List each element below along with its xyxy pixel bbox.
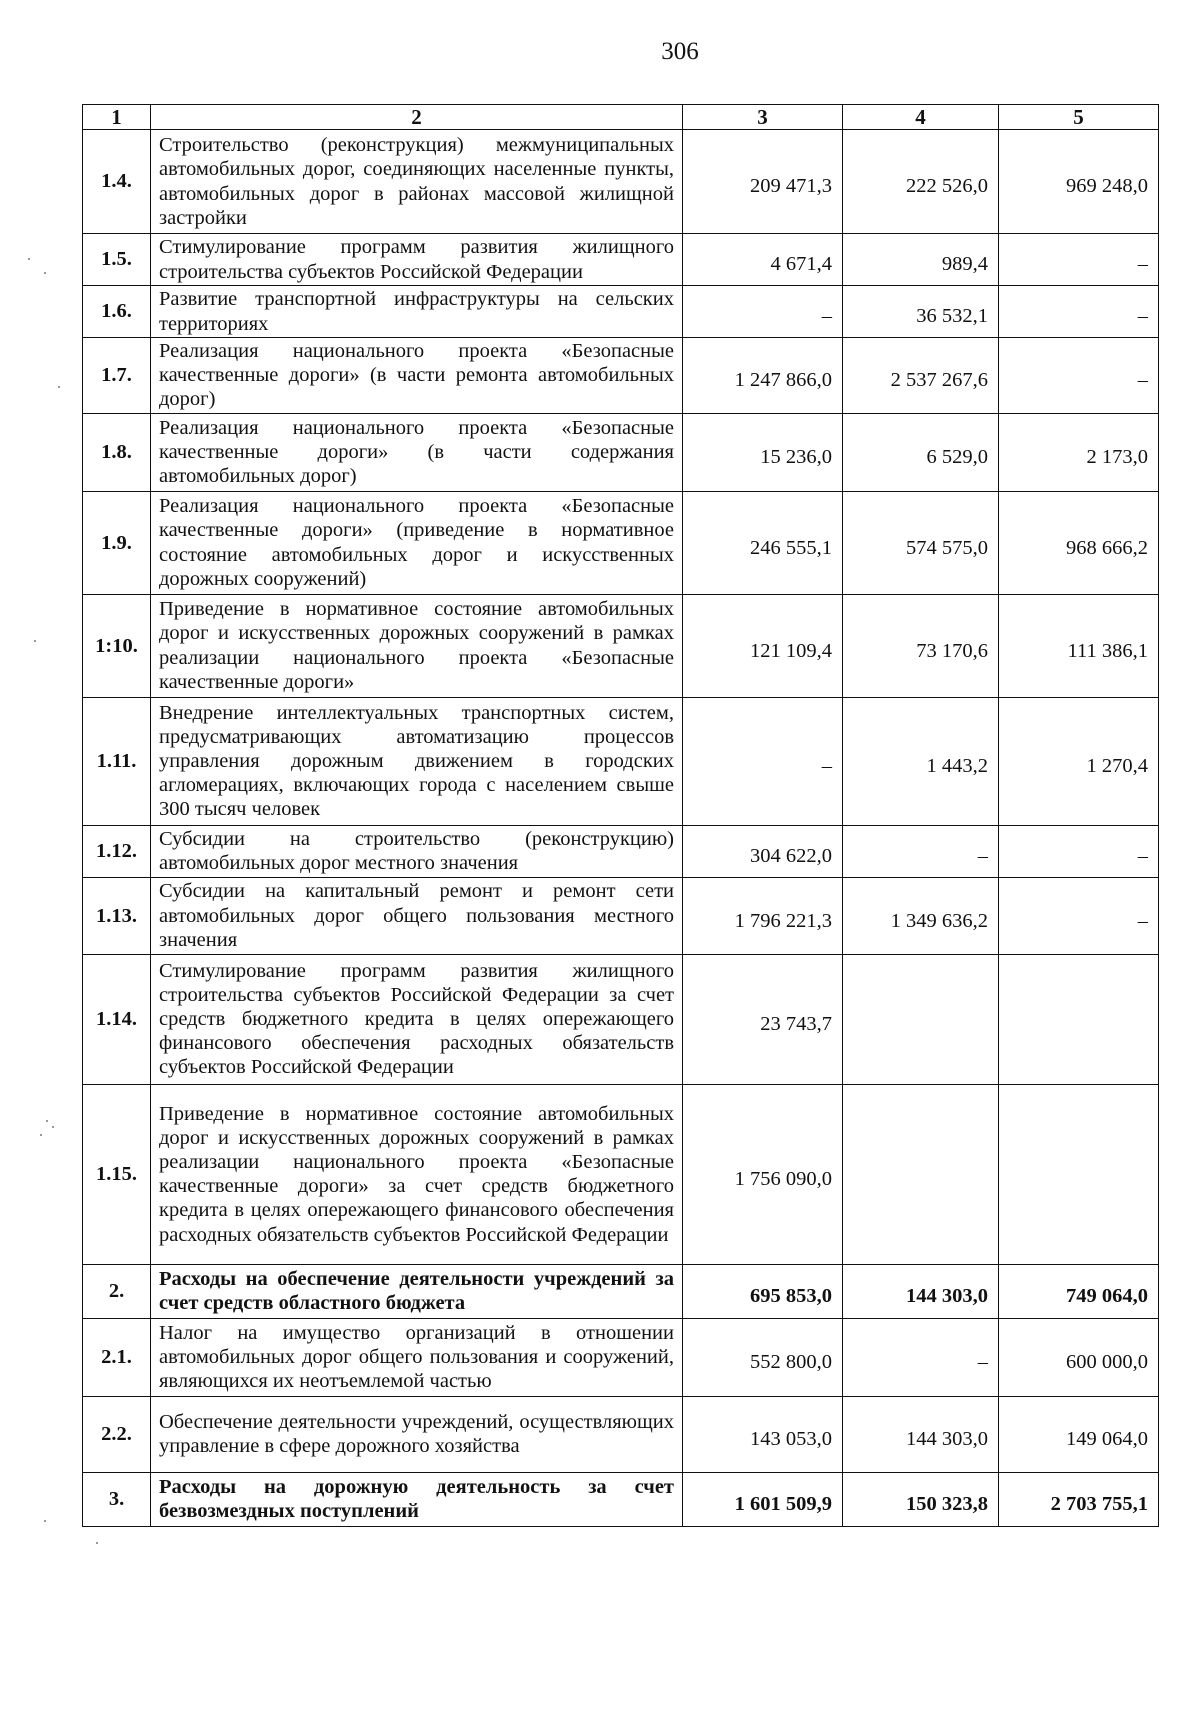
row-number: 1.12. — [83, 825, 151, 877]
table-row — [83, 1318, 1159, 1396]
row-value-col4 — [843, 1084, 999, 1264]
header-col-2: 2 — [151, 105, 683, 130]
scan-speck — [40, 1134, 42, 1136]
table-row — [83, 825, 1159, 877]
row-description: Строительство (реконструкция) межмуниципальных автомобильных дорог, соединяющих населенные пункты, автомобильных дорог в районах массовой жилищной застройки — [151, 130, 683, 234]
table-row — [83, 877, 1159, 954]
scan-speck — [46, 1120, 48, 1122]
scan-speck — [28, 258, 30, 260]
row-number: 3. — [83, 1472, 151, 1526]
row-description: Реализация национального проекта «Безопасные качественные дороги» (в части ремонта автомобильных дорог) — [151, 338, 683, 414]
row-value-col3: – — [683, 286, 843, 338]
scan-speck — [52, 1126, 54, 1128]
row-number: 1.9. — [83, 491, 151, 594]
row-value-col4: – — [843, 825, 999, 877]
table-row — [83, 954, 1159, 1084]
row-value-col4: 222 526,0 — [843, 130, 999, 234]
row-description: Приведение в нормативное состояние автомобильных дорог и искусственных дорожных сооружений в рамках реализации национального проекта «Безопасные качественные дороги» за счет средств бюджетного кредита в целях опережающего финансового обеспечения расходных обязательств субъектов Российской Федерации — [151, 1084, 683, 1264]
scan-speck — [44, 1520, 46, 1522]
row-value-col4: 144 303,0 — [843, 1264, 999, 1318]
header-col-3: 3 — [683, 105, 843, 130]
row-value-col3: 121 109,4 — [683, 594, 843, 697]
row-value-col3: 4 671,4 — [683, 234, 843, 286]
row-description: Внедрение интеллектуальных транспортных систем, предусматривающих автоматизацию процессов управления дорожным движением в городских агломерациях, включающих города с населением свыше 300 тысяч человек — [151, 697, 683, 825]
row-value-col4: 1 349 636,2 — [843, 877, 999, 954]
row-value-col5: – — [999, 234, 1159, 286]
row-value-col4 — [843, 954, 999, 1084]
row-value-col3: 695 853,0 — [683, 1264, 843, 1318]
row-value-col5: 111 386,1 — [999, 594, 1159, 697]
row-number: 1:10. — [83, 594, 151, 697]
row-value-col4: 6 529,0 — [843, 413, 999, 491]
page-number: 306 — [661, 38, 699, 65]
row-value-col4: 144 303,0 — [843, 1396, 999, 1472]
budget-table — [82, 104, 1159, 1527]
budget-table-container — [82, 104, 1158, 1527]
row-value-col3: 1 796 221,3 — [683, 877, 843, 954]
row-value-col3: 304 622,0 — [683, 825, 843, 877]
row-value-col4: 36 532,1 — [843, 286, 999, 338]
row-value-col4: 73 170,6 — [843, 594, 999, 697]
row-value-col3: 23 743,7 — [683, 954, 843, 1084]
table-header-row — [83, 105, 1159, 130]
row-number: 2.1. — [83, 1318, 151, 1396]
row-number: 1.4. — [83, 130, 151, 234]
table-row — [83, 1084, 1159, 1264]
row-value-col4: 574 575,0 — [843, 491, 999, 594]
table-body — [83, 130, 1159, 1527]
row-number: 1.5. — [83, 234, 151, 286]
row-description: Приведение в нормативное состояние автомобильных дорог и искусственных дорожных сооружений в рамках реализации национального проекта «Безопасные качественные дороги» — [151, 594, 683, 697]
row-description: Расходы на обеспечение деятельности учреждений за счет средств областного бюджета — [151, 1264, 683, 1318]
scan-speck — [44, 272, 46, 274]
table-row — [83, 286, 1159, 338]
row-value-col4: 989,4 — [843, 234, 999, 286]
row-number: 2.2. — [83, 1396, 151, 1472]
row-number: 1.6. — [83, 286, 151, 338]
row-number: 1.8. — [83, 413, 151, 491]
row-value-col4: 1 443,2 — [843, 697, 999, 825]
row-number: 1.14. — [83, 954, 151, 1084]
row-description: Субсидии на строительство (реконструкцию) автомобильных дорог местного значения — [151, 825, 683, 877]
row-value-col5: 2 173,0 — [999, 413, 1159, 491]
row-value-col3: 246 555,1 — [683, 491, 843, 594]
row-description: Налог на имущество организаций в отношении автомобильных дорог общего пользования и сооружений, являющихся их неотъемлемой частью — [151, 1318, 683, 1396]
row-value-col3: 1 756 090,0 — [683, 1084, 843, 1264]
row-value-col4: 150 323,8 — [843, 1472, 999, 1526]
header-col-1: 1 — [83, 105, 151, 130]
row-number: 1.13. — [83, 877, 151, 954]
header-col-5: 5 — [999, 105, 1159, 130]
row-value-col4: 2 537 267,6 — [843, 338, 999, 414]
row-value-col3: 15 236,0 — [683, 413, 843, 491]
row-description: Расходы на дорожную деятельность за счет безвозмездных поступлений — [151, 1472, 683, 1526]
row-value-col5: 149 064,0 — [999, 1396, 1159, 1472]
row-value-col5: – — [999, 825, 1159, 877]
row-value-col5: 2 703 755,1 — [999, 1472, 1159, 1526]
table-row — [83, 594, 1159, 697]
table-row — [83, 234, 1159, 286]
table-row — [83, 413, 1159, 491]
table-row — [83, 1264, 1159, 1318]
row-number: 2. — [83, 1264, 151, 1318]
row-value-col5 — [999, 954, 1159, 1084]
row-number: 1.7. — [83, 338, 151, 414]
row-description: Субсидии на капитальный ремонт и ремонт сети автомобильных дорог общего пользования местного значения — [151, 877, 683, 954]
row-value-col5: – — [999, 338, 1159, 414]
table-row — [83, 697, 1159, 825]
scan-speck — [34, 640, 36, 642]
table-row — [83, 491, 1159, 594]
row-value-col3: 143 053,0 — [683, 1396, 843, 1472]
header-col-4: 4 — [843, 105, 999, 130]
row-value-col5 — [999, 1084, 1159, 1264]
row-value-col5: 1 270,4 — [999, 697, 1159, 825]
row-value-col5: 749 064,0 — [999, 1264, 1159, 1318]
row-value-col5: 968 666,2 — [999, 491, 1159, 594]
row-description: Обеспечение деятельности учреждений, осуществляющих управление в сфере дорожного хозяйства — [151, 1396, 683, 1472]
table-row — [83, 130, 1159, 234]
row-description: Развитие транспортной инфраструктуры на сельских территориях — [151, 286, 683, 338]
table-row — [83, 338, 1159, 414]
row-value-col3: 209 471,3 — [683, 130, 843, 234]
row-description: Реализация национального проекта «Безопасные качественные дороги» (в части содержания автомобильных дорог) — [151, 413, 683, 491]
table-row — [83, 1396, 1159, 1472]
row-value-col3: 552 800,0 — [683, 1318, 843, 1396]
row-value-col5: 969 248,0 — [999, 130, 1159, 234]
row-value-col3: 1 601 509,9 — [683, 1472, 843, 1526]
row-value-col3: – — [683, 697, 843, 825]
row-description: Стимулирование программ развития жилищного строительства субъектов Российской Федерации за счет средств бюджетного кредита в целях опережающего финансового обеспечения расходных обязательств субъектов Российской Федерации — [151, 954, 683, 1084]
row-description: Стимулирование программ развития жилищного строительства субъектов Российской Федерации — [151, 234, 683, 286]
row-description: Реализация национального проекта «Безопасные качественные дороги» (приведение в нормативное состояние автомобильных дорог и искусственных дорожных сооружений) — [151, 491, 683, 594]
scan-speck — [96, 1542, 98, 1544]
scan-speck — [58, 386, 60, 388]
row-number: 1.11. — [83, 697, 151, 825]
table-row — [83, 1472, 1159, 1526]
row-value-col5: 600 000,0 — [999, 1318, 1159, 1396]
row-value-col5: – — [999, 877, 1159, 954]
row-number: 1.15. — [83, 1084, 151, 1264]
row-value-col4: – — [843, 1318, 999, 1396]
row-value-col5: – — [999, 286, 1159, 338]
row-value-col3: 1 247 866,0 — [683, 338, 843, 414]
